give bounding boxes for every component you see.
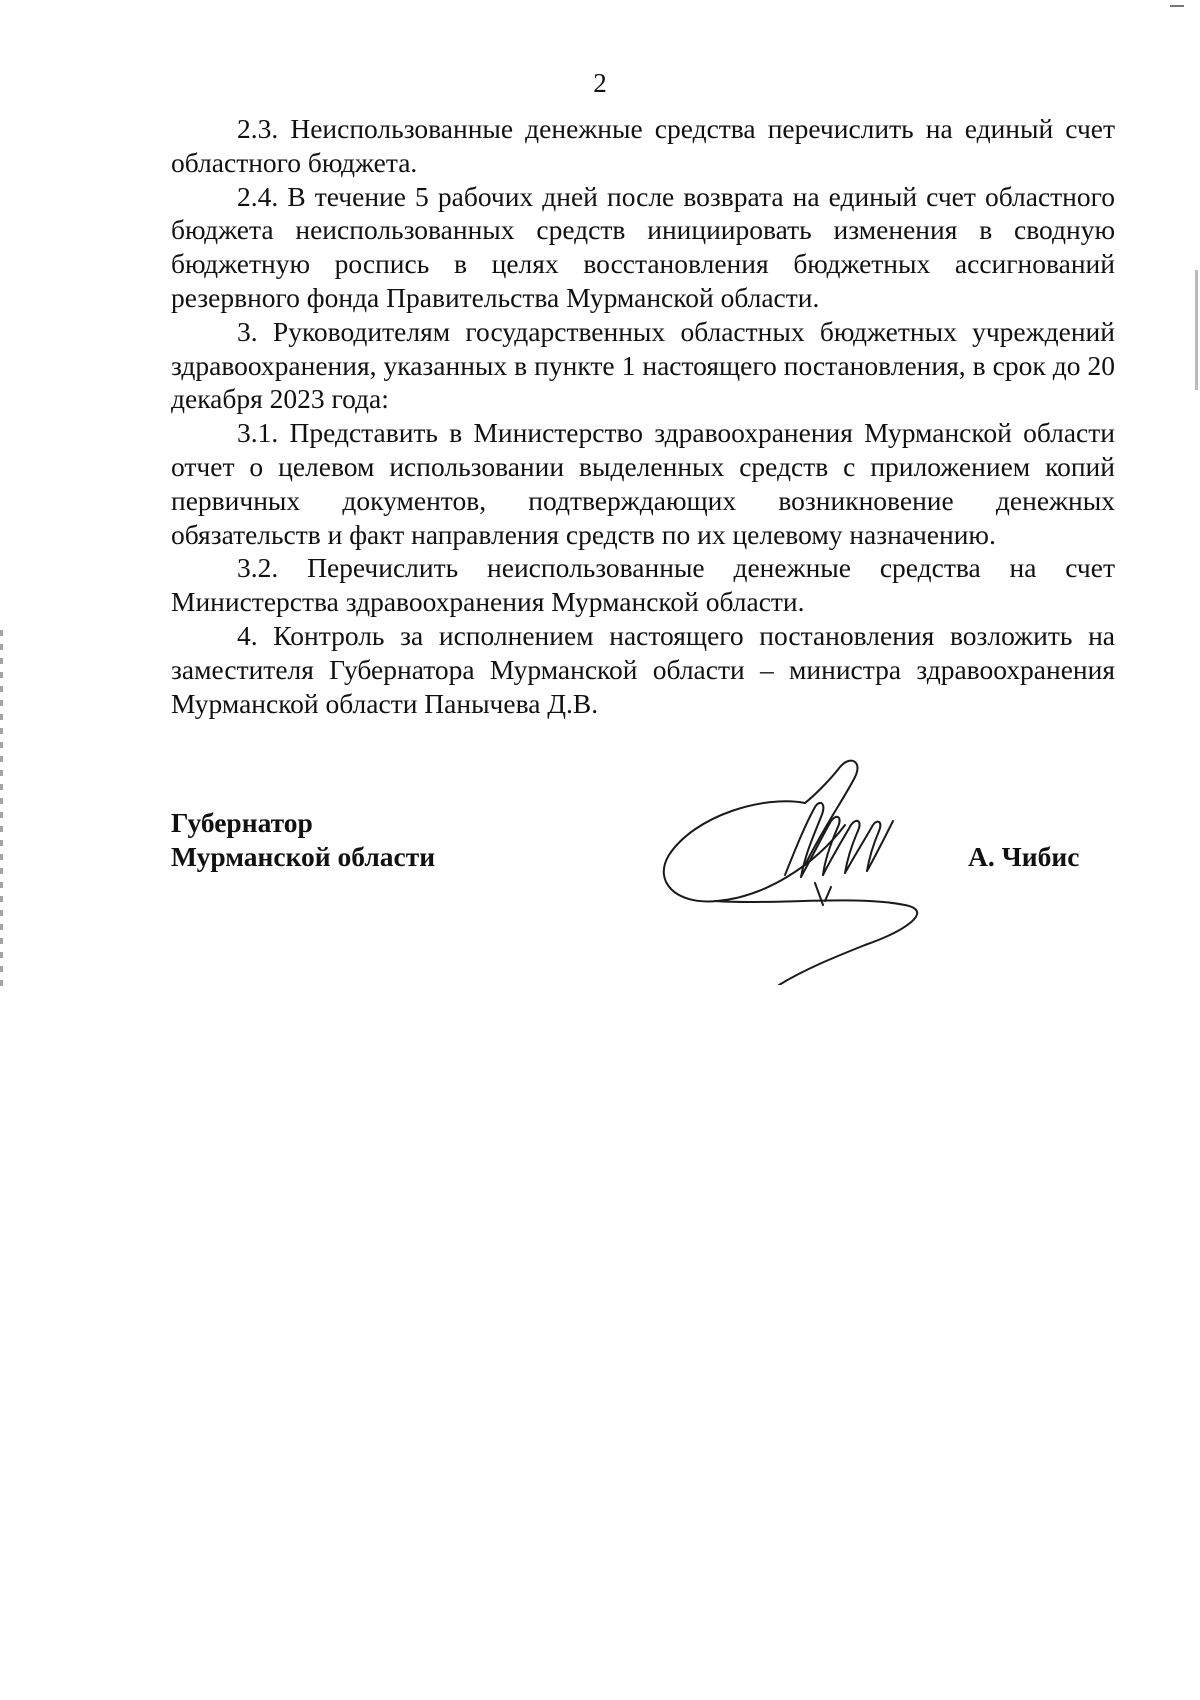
signer-name: А. Чибис (968, 841, 1080, 872)
paragraph-3: 3. Руководителям государственных областных бюджетных учреждений здравоохранения, указанных в пункте 1 настоящего постановления, в срок до 20 декабря 2023 года: (171, 315, 1115, 415)
scan-edge-marks (0, 630, 3, 990)
paragraph-3-2: 3.2. Перечислить неиспользованные денежные средства на счет Министерства здравоохранения Мурманской области. (171, 552, 1115, 618)
scan-edge-mark-right (1195, 270, 1198, 390)
paragraph-4: 4. Контроль за исполнением настоящего постановления возложить на заместителя Губернатора Мурманской области – министра здравоохранения Мурманской области Панычева Д.В. (171, 619, 1115, 719)
scan-corner-mark (1170, 5, 1184, 7)
signatory-position (171, 806, 435, 874)
paragraph-2-3: 2.3. Неиспользованные денежные средства перечислить на единый счет областного бюджета. (171, 113, 1115, 178)
document-body (171, 112, 1115, 720)
paragraph-2-4: 2.4. В течение 5 рабочих дней после возврата на единый счет областного бюджета неиспользованных средств инициировать изменения в сводную бюджетную роспись в целях восстановления бюджетных ассигнований резервного фонда Правительства Мурманской области. (171, 180, 1115, 313)
page-number: 2 (593, 68, 607, 98)
handwritten-signature (655, 755, 975, 985)
signatory-position-line2: Мурманской области (171, 841, 436, 872)
paragraph-3-1: 3.1. Представить в Министерство здравоохранения Мурманской области отчет о целевом использовании выделенных средств с приложением копий первичных документов, подтверждающих возникновение денежных обязательств и факт направления средств по их целевому назначению. (171, 417, 1115, 550)
signatory-position-line1: Губернатор (171, 807, 313, 838)
